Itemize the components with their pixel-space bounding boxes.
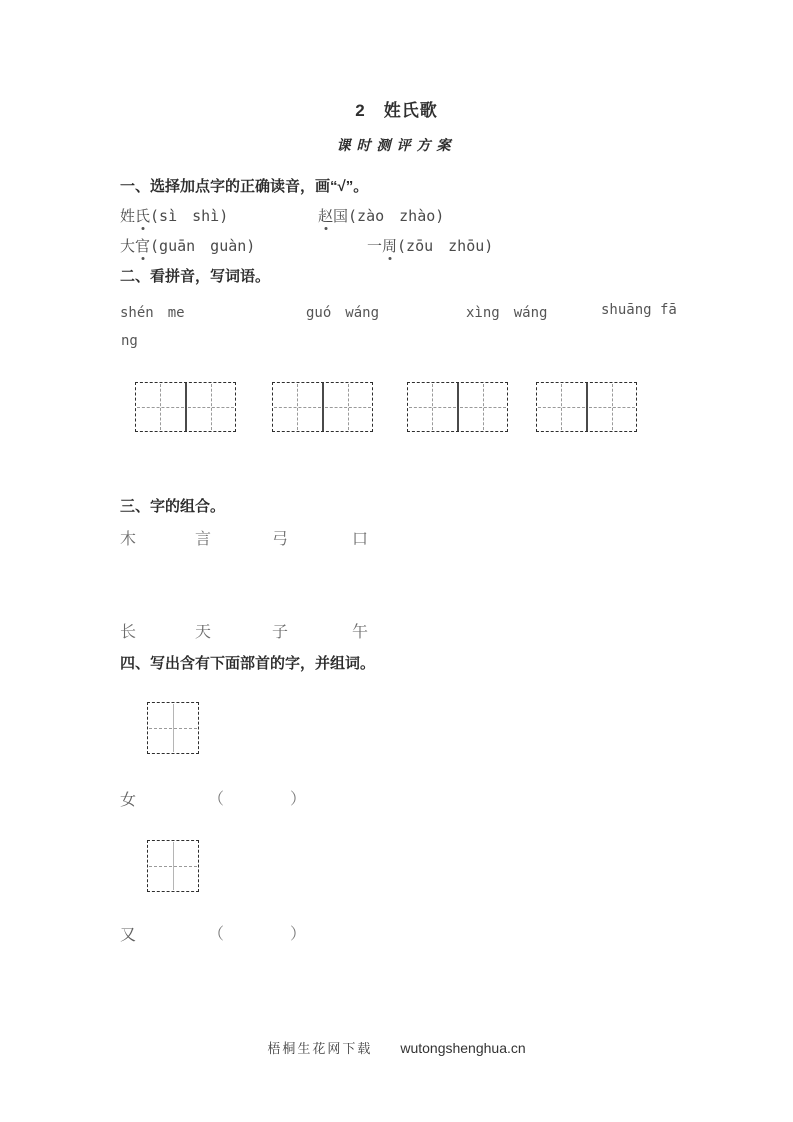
dotted-char: 官: [135, 237, 151, 255]
footer-site-url: wutongshenghua.cn: [400, 1040, 526, 1056]
component-char: 木: [120, 529, 137, 548]
component-char: 天: [195, 622, 212, 641]
component-char: 口: [352, 529, 369, 548]
section1-heading: 一、选择加点字的正确读音，画“√”。: [120, 178, 369, 195]
writing-grid-group-1: [135, 382, 236, 432]
page-subtitle: 课时测评方案: [336, 138, 457, 154]
pinyin-word-wrap: ng: [121, 333, 138, 349]
writing-grid-cell: [273, 383, 322, 431]
writing-grid-group-4: [536, 382, 637, 432]
answer-paren-close: ）: [290, 789, 307, 808]
pinyin-options: (guān guàn): [150, 237, 256, 255]
pinyin-word-2: guó wáng: [306, 305, 380, 321]
pinyin-word-4: shuāng fā: [601, 302, 677, 318]
answer-paren-close: ）: [290, 924, 307, 943]
answer-paren-open: （: [208, 924, 225, 943]
component-char: 长: [120, 622, 137, 641]
pinyin-options: (zōu zhōu): [397, 237, 494, 255]
word-choice-item-3: [120, 235, 255, 256]
writing-grid-cell: [408, 383, 457, 431]
page-title: 2 姓氏歌: [355, 101, 438, 120]
word-choice-item-4: [367, 235, 493, 256]
pinyin-options: (sì shì): [150, 207, 229, 225]
writing-grid-group-2: [272, 382, 373, 432]
word-text: 国: [333, 207, 349, 225]
component-char: 午: [352, 622, 369, 641]
writing-grid-cell: [537, 383, 586, 431]
radical-char: 女: [120, 790, 137, 809]
writing-grid-cell: [322, 383, 373, 431]
radical-char: 又: [120, 925, 137, 944]
section3-heading: 三、字的组合。: [120, 498, 226, 515]
pinyin-word-3: xìng wáng: [466, 305, 548, 321]
section2-heading: 二、看拼音，写词语。: [120, 268, 271, 285]
component-char: 弓: [272, 529, 289, 548]
footer-site-name: 梧桐生花网下载: [267, 1042, 373, 1057]
radical-writing-box-1: [147, 702, 199, 754]
word-text: 一: [367, 237, 383, 255]
pinyin-options: (zào zhào): [348, 207, 445, 225]
answer-paren-open: （: [208, 789, 225, 808]
word-choice-item-1: [120, 205, 228, 226]
component-char: 言: [195, 529, 212, 548]
dotted-char: 周: [382, 237, 398, 255]
word-text: 姓: [120, 207, 136, 225]
page-footer: [0, 1038, 793, 1057]
section4-heading: 四、写出含有下面部首的字，并组词。: [120, 655, 376, 672]
writing-grid-cell: [586, 383, 637, 431]
pinyin-word-1: shén me: [120, 305, 185, 321]
writing-grid-cell: [136, 383, 185, 431]
word-text: 大: [120, 237, 136, 255]
writing-grid-group-3: [407, 382, 508, 432]
dotted-char: 赵: [318, 207, 334, 225]
word-choice-item-2: [318, 205, 444, 226]
dotted-char: 氏: [135, 207, 151, 225]
radical-writing-box-2: [147, 840, 199, 892]
writing-grid-cell: [185, 383, 236, 431]
component-char: 子: [272, 622, 289, 641]
writing-grid-cell: [457, 383, 508, 431]
